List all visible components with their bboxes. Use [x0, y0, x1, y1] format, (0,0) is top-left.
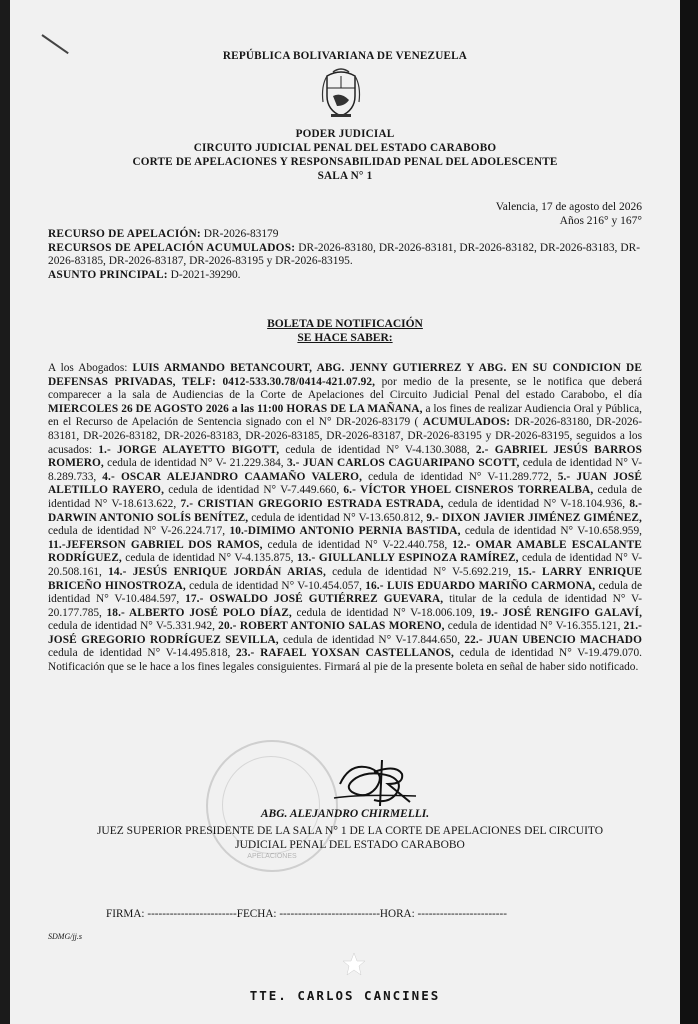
years-line: Años 216° y 167°	[559, 215, 642, 227]
case-references	[48, 228, 640, 282]
main-ref: ASUNTO PRINCIPAL: D-2021-39290.	[48, 268, 241, 281]
signature-date-time-line: FIRMA: ------------------------FECHA: ---------------------------HORA: ------------------------	[106, 908, 507, 920]
judge-signature	[330, 754, 420, 810]
scan-edge	[680, 0, 698, 1024]
coat-of-arms-icon	[319, 66, 363, 118]
footer-address: TTE. CARLOS CANCINES	[249, 988, 441, 1003]
accumulated-ref: RECURSOS DE APELACIÓN ACUMULADOS: DR-2026-83180, DR-2026-83181, DR-2026-83182, DR-2026-83183, DR-2026-83185, DR-2026-83187, DR-2026-83195 y DR-2026-83195.	[48, 241, 641, 267]
typist-initials: SDMG/jj.s	[48, 932, 82, 941]
seal-text-line1: APELACIONES	[247, 853, 297, 860]
appeal-ref: RECURSO DE APELACIÓN: DR-2026-83179	[48, 228, 279, 240]
star-icon	[342, 952, 366, 976]
header-republic: REPÚBLICA BOLIVARIANA DE VENEZUELA	[222, 50, 468, 62]
date-block	[496, 200, 642, 228]
header-power: PODER JUDICIAL	[295, 128, 395, 140]
boleta-title: BOLETA DE NOTIFICACIÓN	[267, 318, 423, 330]
header-court: CORTE DE APELACIONES Y RESPONSABILIDAD PENAL DEL ADOLESCENTE	[132, 156, 558, 168]
document-page	[10, 0, 680, 1024]
boleta-subtitle: SE HACE SABER:	[297, 332, 393, 344]
notification-body: A los Abogados: LUIS ARMANDO BETANCOURT, ABG. JENNY GUTIERREZ Y ABG. EN SU CONDICION DE DEFENSAS PRIVADAS, TELF: 0412-533.30.78/0414-421.07.92, por medio de la presente, se le notifica que deberá comparecer a la sala de Audiencias de la Corte de Apelaciones del Circuito Judicial Penal del estado Carabobo, el día MIERCOLES 26 DE AGOSTO 2026 a las 11:00 HORAS DE LA MAÑANA, a los fines de realizar Audiencia Oral y Pública, en el Recurso de Apelación de Sentencia signado con el N° DR-2026-83179 ( ACUMULADOS: DR-2026-83180, DR-2026-83181, DR-2026-83182, DR-2026-83183, DR-2026-83185, DR-2026-83187, DR-2026-83195 y DR-2026-83195, seguidos a los acusados: 1.- JORGE ALAYETTO BIGOTT, cedula de identidad N° V-4.130.3088, 2.- GABRIEL JESÚS BARROS ROMERO, cedula de identidad N° V- 21.229.384, 3.- JUAN CARLOS CAGUARIPANO SCOTT, cedula de identidad N° V-8.289.733, 4.- OSCAR ALEJANDRO CAAMAÑO VALERO, cedula de identidad N° V-11.289.772, 5.- JUAN JOSÉ ALETILLO RAYERO, cedula de identidad N° V-7.449.660, 6.- VÍCTOR YHOEL CISNEROS TORREALBA, cedula de identidad N° V-18.613.622, 7.- CRISTIAN GREGORIO ESTRADA ESTRADA, cedula de identidad N° V-18.104.936, 8.-DARWIN ANTONIO SOLÍS BENÍTEZ, cedula de identidad N° V-13.650.812, 9.- DIXON JAVIER JIMÉNEZ GIMÉNEZ, cedula de identidad N° V-26.224.717, 10.-DIMIMO ANTONIO PERNIA BASTIDA, cedula de identidad N° V-10.658.959, 11.-JEFERSON GABRIEL DOS RAMOS, cedula de identidad N° V-22.440.758, 12.- OMAR AMABLE ESCALANTE RODRÍGUEZ, cedula de identidad N° V-4.135.875, 13.- GIULLANLLY ESPINOZA RAMÍREZ, cedula de identidad N° V-20.508.161, 14.- JESÚS ENRIQUE JORDÁN ARIAS, cedula de identidad N° V-5.692.219, 15.- LARRY ENRIQUE BRICEÑO HINOSTROZA, cedula de identidad N° V-10.454.057, 16.- LUIS EDUARDO MARIÑO CARMONA, cedula de identidad N° V-10.484.597, 17.- OSWALDO JOSÉ GUTIÉRREZ GUEVARA, titular de la cedula de identidad N° V-20.177.785, 18.- ALBERTO JOSÉ POLO DÍAZ, cedula de identidad N° V-18.006.109, 19.- JOSÉ RENGIFO GALAVÍ, cedula de identidad N° V-5.331.942, 20.- ROBERT ANTONIO SALAS MORENO, cedula de identidad N° V-16.355.121, 21.- JOSÉ GREGORIO RODRÍGUEZ SEVILLA, cedula de identidad N° V-17.844.650, 22.- JUAN UBENCIO MACHADO cedula de identidad N° V-14.495.818, 23.- RAFAEL YOXSAN CASTELLANOS, cedula de identidad N° V-19.479.070. Notificación que se le hace a los fines legales consiguientes. Firmará al pie de la presente boleta en señal de haber sido notificado.	[48, 362, 643, 674]
date-line: Valencia, 17 de agosto del 2026	[495, 201, 642, 213]
header-circuit: CIRCUITO JUDICIAL PENAL DEL ESTADO CARABOBO	[193, 142, 497, 154]
court-seal	[206, 740, 338, 872]
judge-name: ABG. ALEJANDRO CHIRMELLI.	[260, 808, 430, 820]
judge-title: JUEZ SUPERIOR PRESIDENTE DE LA SALA N° 1 DE LA CORTE DE APELACIONES DEL CIRCUITO JUDICIAL PENAL DEL ESTADO CARABOBO	[96, 825, 604, 851]
header-room: SALA N° 1	[317, 170, 373, 182]
